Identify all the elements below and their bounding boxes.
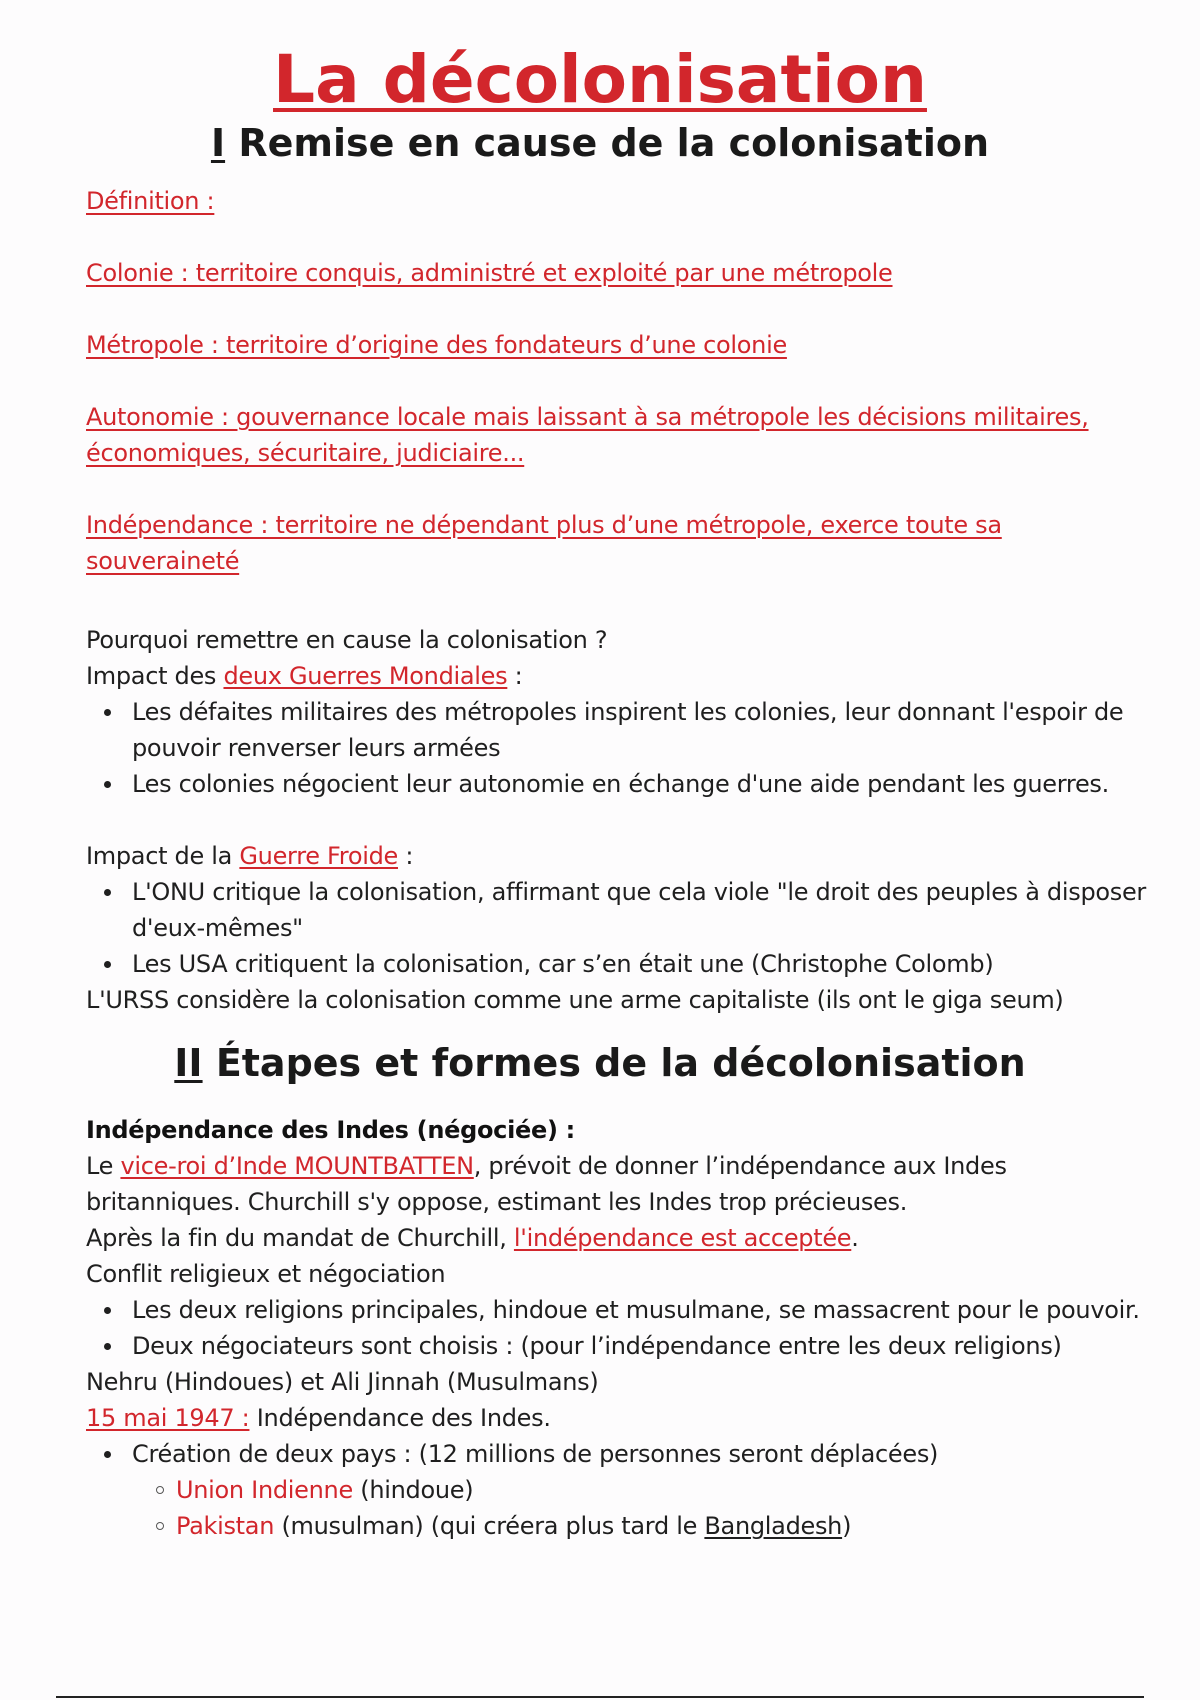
list-item: Les colonies négocient leur autonomie en échange d'une aide pendant les guerres. [132, 766, 1146, 802]
country-union-indienne [176, 1472, 1146, 1508]
coldwar-link[interactable]: Guerre Froide [239, 842, 398, 870]
conflict-bullet-list [86, 1292, 1146, 1364]
line1-suffix: , prévoit de donner l’indépendance aux Indes britanniques. Churchill s'y oppose, estimant les Indes trop précieuses. [86, 1152, 1007, 1216]
date-link[interactable]: 15 mai 1947 : [86, 1404, 250, 1432]
definitions-heading: Définition : [86, 187, 215, 215]
bottom-divider [56, 1696, 1144, 1698]
list-item: Les deux religions principales, hindoue et musulmane, se massacrent pour le pouvoir. [132, 1292, 1146, 1328]
date-line [86, 1400, 1146, 1436]
acceptance-link[interactable]: l'indépendance est acceptée [513, 1224, 852, 1252]
india-heading: Indépendance des Indes (négociée) : [86, 1116, 575, 1144]
coldwar-prefix: Impact de la [86, 842, 240, 870]
list-item: L'ONU critique la colonisation, affirmant que cela viole "le droit des peuples à disposer d'eux-mêmes" [132, 874, 1146, 946]
line2-prefix: Après la fin du mandat de Churchill, [86, 1224, 514, 1252]
definition-colonie: Colonie : territoire conquis, administré et exploité par une métropole [86, 259, 893, 287]
page-title: La décolonisation [273, 41, 927, 118]
date-text: Indépendance des Indes. [249, 1404, 551, 1432]
definition-autonomie: Autonomie : gouvernance locale mais laissant à sa métropole les décisions militaires, économiques, sécuritaire, judiciaire... [86, 403, 1089, 467]
country-pakistan [176, 1508, 1146, 1544]
wars-link[interactable]: deux Guerres Mondiales [223, 662, 508, 690]
definition-metropole: Métropole : territoire d’origine des fondateurs d’une colonie [86, 331, 787, 359]
list-item: Deux négociateurs sont choisis : (pour l’indépendance entre les deux religions) [132, 1328, 1146, 1364]
country1-name: Union Indienne [176, 1476, 353, 1504]
urss-text: L'URSS considère la colonisation comme une arme capitaliste (ils ont le giga seum) [86, 986, 1064, 1014]
list-item: Création de deux pays : (12 millions de personnes seront déplacées) [132, 1436, 1146, 1472]
line2-suffix: . [851, 1224, 859, 1252]
countries-list [86, 1472, 1146, 1544]
line1-prefix: Le [86, 1152, 121, 1180]
country2-name: Pakistan [176, 1512, 275, 1540]
mountbatten-paragraph [86, 1148, 1146, 1220]
negotiators-text: Nehru (Hindoues) et Ali Jinnah (Musulmans) [86, 1368, 599, 1396]
definition-independance: Indépendance : territoire ne dépendant plus d’une métropole, exerce toute sa souveraineté [86, 511, 1002, 575]
section-1-number: I [210, 121, 226, 165]
section-2-number: II [174, 1041, 203, 1085]
country2-end: ) [842, 1512, 852, 1540]
wars-suffix: : [507, 662, 523, 690]
creation-bullet-list [86, 1436, 1146, 1472]
section-2-heading [0, 1040, 1200, 1086]
question-text: Pourquoi remettre en cause la colonisation ? [86, 626, 608, 654]
wars-prefix: Impact des [86, 662, 224, 690]
mountbatten-link[interactable]: vice-roi d’Inde MOUNTBATTEN [120, 1152, 474, 1180]
list-item: Les USA critiquent la colonisation, car s’en était une (Christophe Colomb) [132, 946, 1146, 982]
coldwar-impact-line [86, 838, 1146, 874]
bangladesh-link[interactable]: Bangladesh [704, 1512, 843, 1540]
acceptance-line [86, 1220, 1146, 1256]
definitions-block [86, 183, 1146, 579]
section-1-heading [0, 120, 1200, 166]
section-2-title: Étapes et formes de la décolonisation [215, 1041, 1026, 1085]
section-1-title: Remise en cause de la colonisation [238, 121, 990, 165]
conflict-text: Conflit religieux et négociation [86, 1260, 446, 1288]
coldwar-suffix: : [397, 842, 414, 870]
wars-impact-line [86, 658, 1146, 694]
why-block [86, 622, 1146, 1018]
coldwar-bullet-list [86, 874, 1146, 982]
india-block [86, 1112, 1146, 1544]
list-item: Les défaites militaires des métropoles inspirent les colonies, leur donnant l'espoir de pouvoir renverser leurs armées [132, 694, 1146, 766]
wars-bullet-list [86, 694, 1146, 802]
country1-text: (hindoue) [352, 1476, 474, 1504]
country2-text: (musulman) (qui créera plus tard le [274, 1512, 705, 1540]
